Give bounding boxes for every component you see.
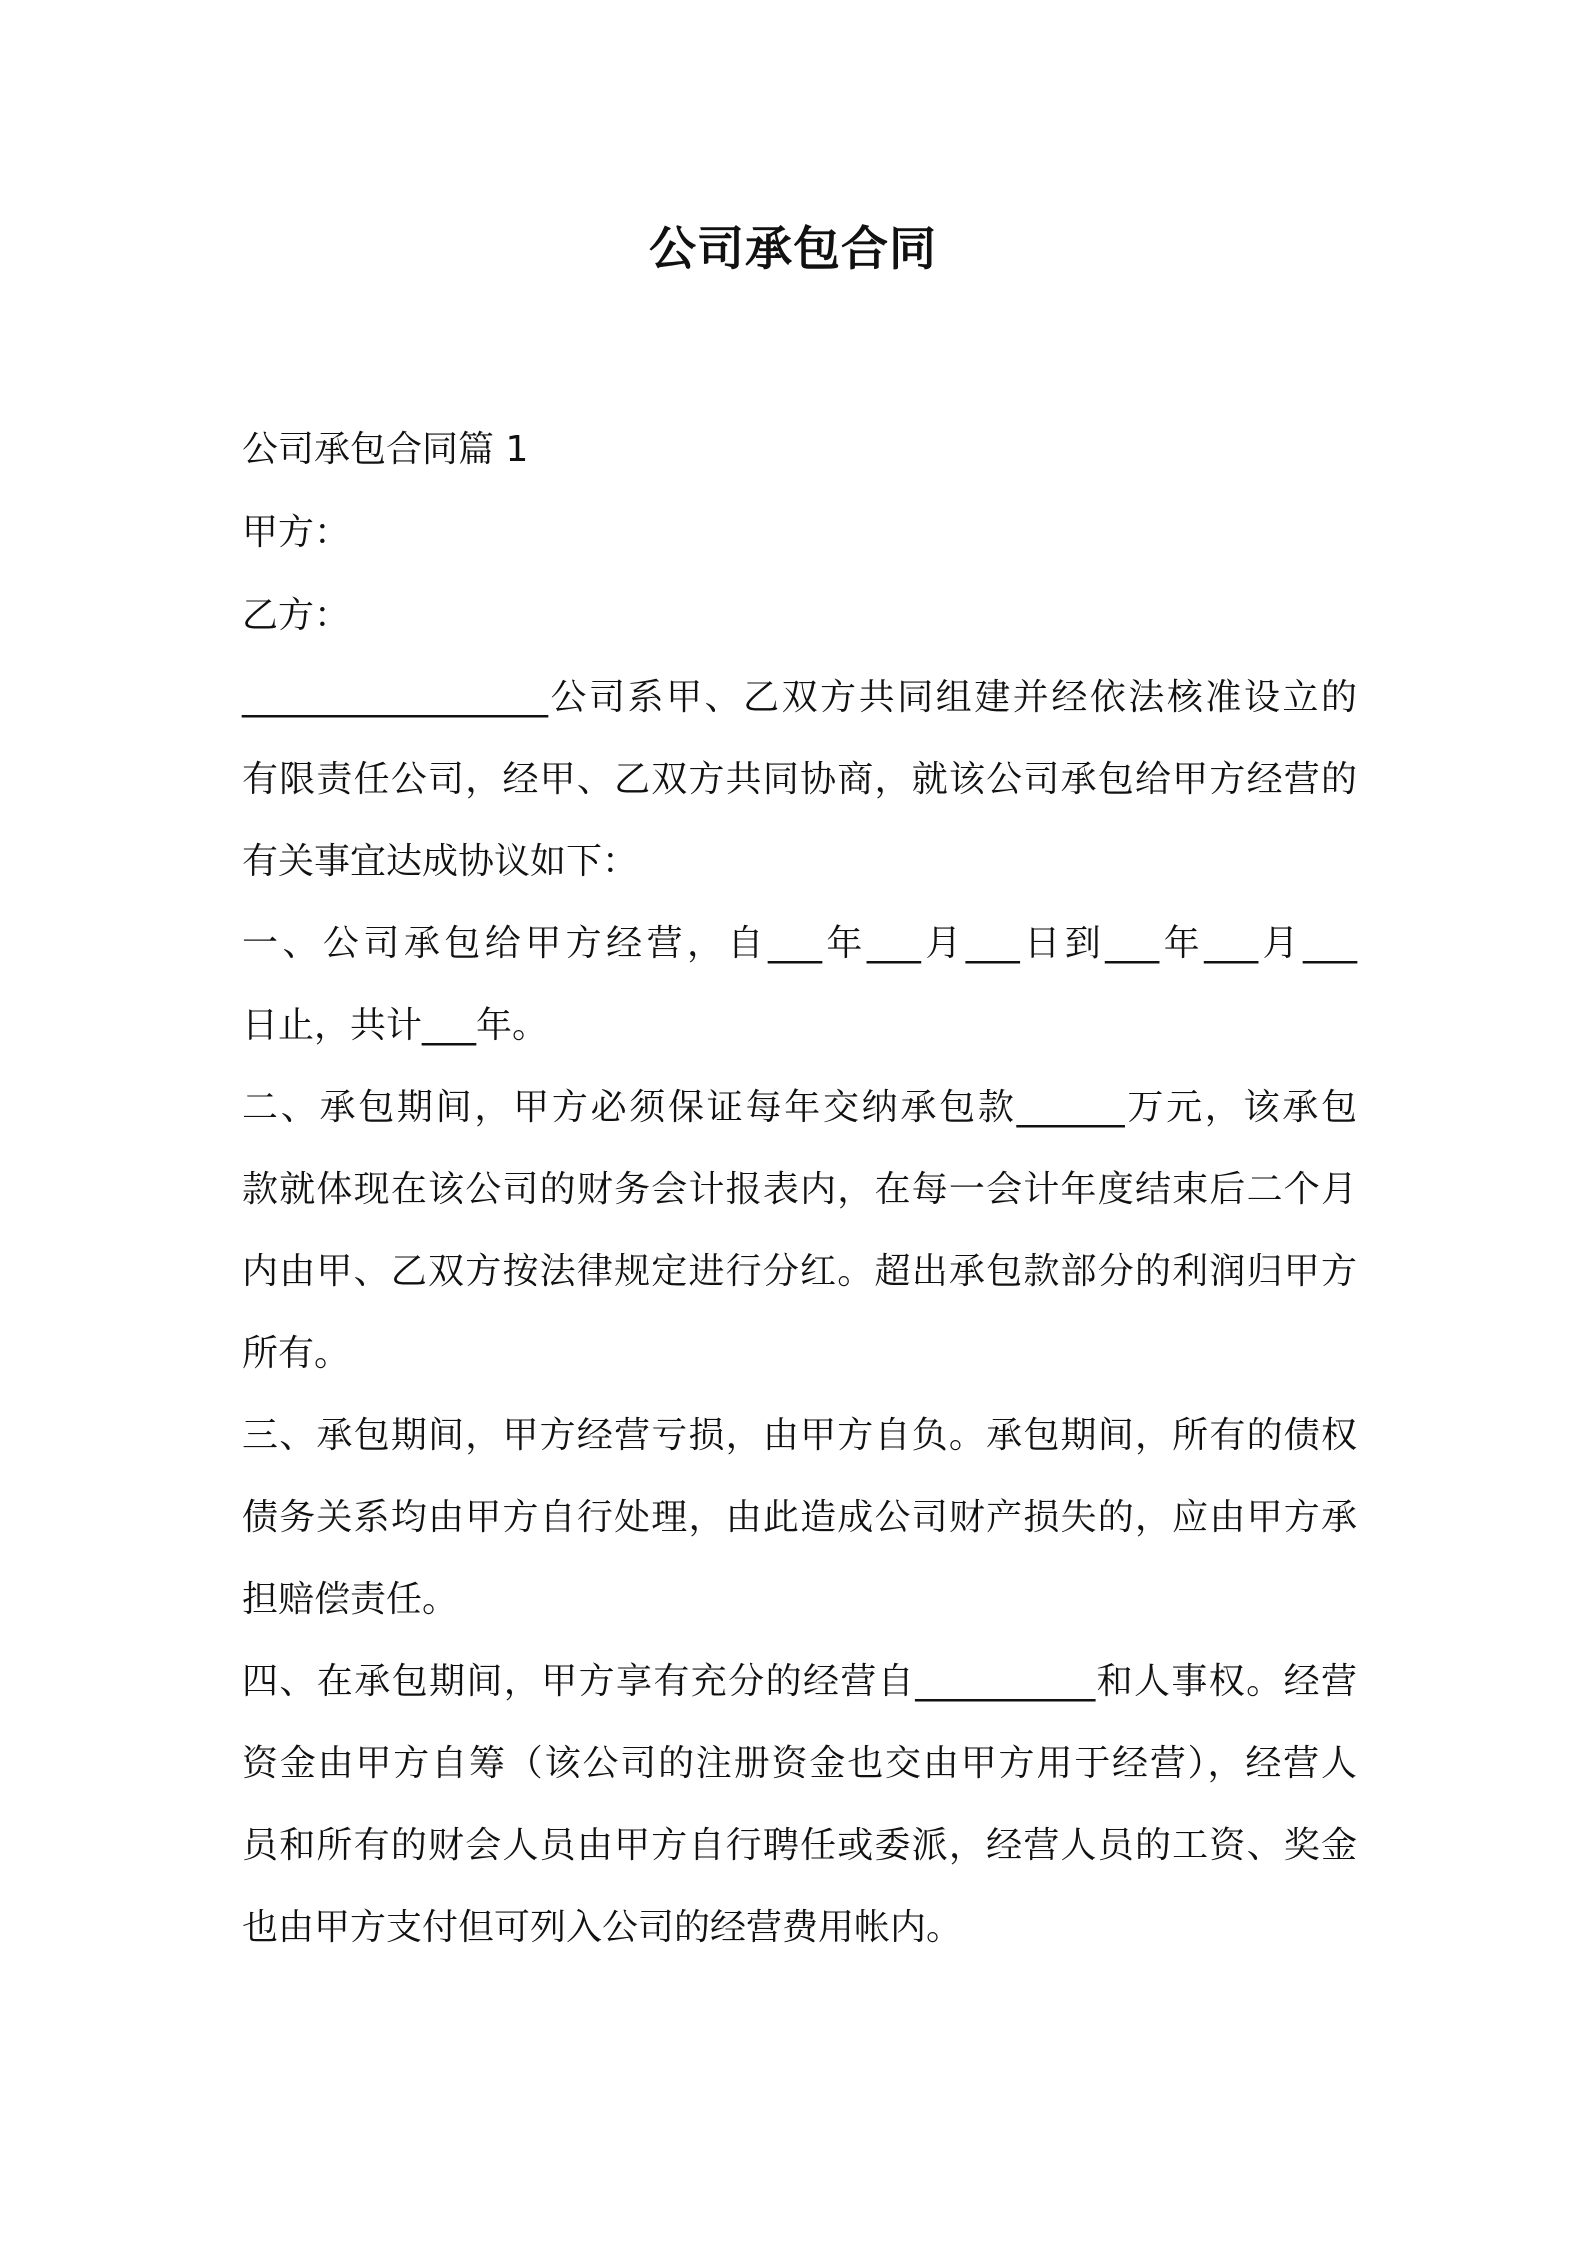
clause-3 [242, 1395, 1357, 1641]
document-body [242, 408, 1357, 1969]
clause-3-line: 担赔偿责任。 [242, 1579, 459, 1620]
intro-line: 有限责任公司，经甲、乙双方共同协商，就该公司承包给甲方经营的 [242, 759, 1357, 800]
intro-line: 有关事宜达成协议如下： [242, 841, 639, 882]
clause-2-line: 所有。 [242, 1333, 351, 1374]
clause-2-line: 二、承包期间，甲方必须保证每年交纳承包款______万元，该承包 [242, 1087, 1357, 1128]
clause-4-line: 四、在承包期间，甲方享有充分的经营自__________和人事权。经营 [242, 1661, 1357, 1702]
clause-4-line: 也由甲方支付但可列入公司的经营费用帐内。 [242, 1907, 963, 1948]
clause-4-line: 员和所有的财会人员由甲方自行聘任或委派，经营人员的工资、奖金 [242, 1825, 1357, 1866]
clause-1-line: 一、公司承包给甲方经营，自___年___月___日到___年___月___ [242, 923, 1357, 964]
clause-2 [242, 1067, 1357, 1395]
party-b-label: 乙方： [242, 595, 351, 636]
clause-3-line: 债务关系均由甲方自行处理，由此造成公司财产损失的，应由甲方承 [242, 1497, 1357, 1538]
document-title: 公司承包合同 [649, 222, 937, 277]
clause-4 [242, 1641, 1357, 1969]
intro-paragraph [242, 657, 1357, 903]
clause-1 [242, 903, 1357, 1067]
section-heading: 公司承包合同篇 1 [242, 429, 529, 470]
clause-2-line: 款就体现在该公司的财务会计报表内，在每一会计年度结束后二个月 [242, 1169, 1357, 1210]
clause-4-line: 资金由甲方自筹（该公司的注册资金也交由甲方用于经营），经营人 [242, 1743, 1357, 1784]
clause-3-line: 三、承包期间，甲方经营亏损，由甲方自负。承包期间，所有的债权 [242, 1415, 1357, 1456]
clause-2-line: 内由甲、乙双方按法律规定进行分红。超出承包款部分的利润归甲方 [242, 1251, 1357, 1292]
intro-line: _________________公司系甲、乙双方共同组建并经依法核准设立的 [242, 677, 1357, 718]
party-a-label: 甲方： [242, 512, 351, 553]
clause-1-line: 日止，共计___年。 [242, 1005, 549, 1046]
